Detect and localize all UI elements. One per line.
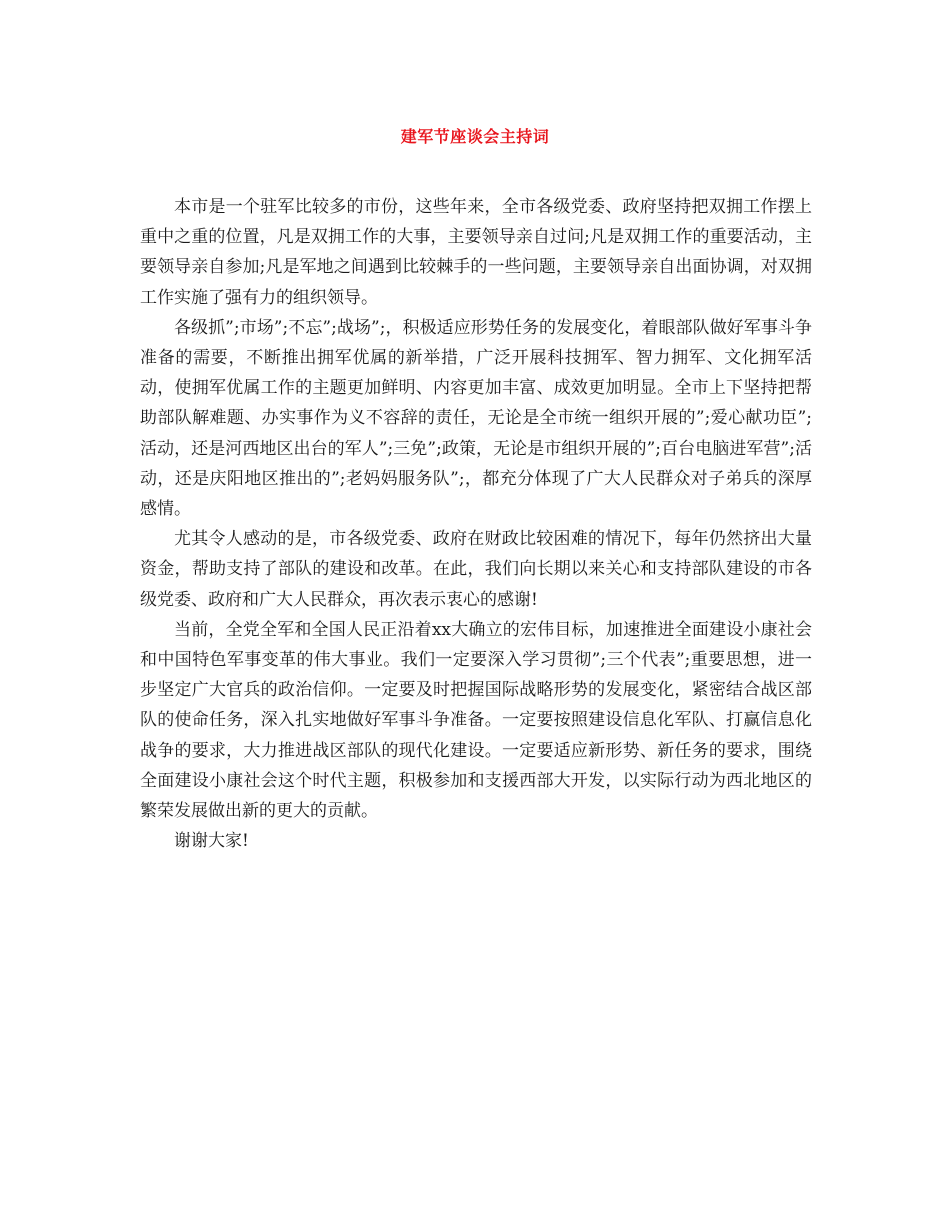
document-body — [140, 192, 812, 856]
paragraph-closing: 谢谢大家! — [174, 831, 249, 852]
paragraph-support-activities: 各级抓”;市场”;不忘”;战场”;，积极适应形势任务的发展变化，着眼部队做好军事斗争准备的需要，不断推出拥军优属的新举措，广泛开展科技拥军、智力拥军、文化拥军活动，使拥军优属工作的主题更加鲜明、内容更加丰富、成效更加明显。全市上下坚持把帮助部队解难题、办实事作为义不容辞的责任，无论是全市统一组织开展的”;爱心献功臣”;活动，还是河西地区出台的军人”;三免”;政策，无论是市组织开展的”;百台电脑进军营”;活动，还是庆阳地区推出的”;老妈妈服务队”;，都充分体现了广大人民群众对子弟兵的深厚感情。 — [140, 317, 812, 520]
document-title: 建军节座谈会主持词 — [400, 127, 550, 146]
paragraph-gratitude: 尤其令人感动的是，市各级党委、政府在财政比较困难的情况下，每年仍然挤出大量资金，帮助支持了部队的建设和改革。在此，我们向长期以来关心和支持部队建设的市各级党委、政府和广大人民群众，再次表示衷心的感谢! — [140, 529, 812, 610]
paragraph-intro: 本市是一个驻军比较多的市份，这些年来，全市各级党委、政府坚持把双拥工作摆上重中之重的位置，凡是双拥工作的大事，主要领导亲自过问;凡是双拥工作的重要活动，主要领导亲自参加;凡是军地之间遇到比较棘手的一些问题，主要领导亲自出面协调，对双拥工作实施了强有力的组织领导。 — [140, 197, 812, 308]
paragraph-goals: 当前，全党全军和全国人民正沿着xx大确立的宏伟目标，加速推进全面建设小康社会和中国特色军事变革的伟大事业。我们一定要深入学习贯彻”;三个代表”;重要思想，进一步坚定广大官兵的政治信仰。一定要及时把握国际战略形势的发展变化，紧密结合战区部队的使命任务，深入扎实地做好军事斗争准备。一定要按照建设信息化军队、打赢信息化战争的要求，大力推进战区部队的现代化建设。一定要适应新形势、新任务的要求，围绕全面建设小康社会这个时代主题，积极参加和支援西部大开发，以实际行动为西北地区的繁荣发展做出新的更大的贡献。 — [140, 619, 812, 822]
